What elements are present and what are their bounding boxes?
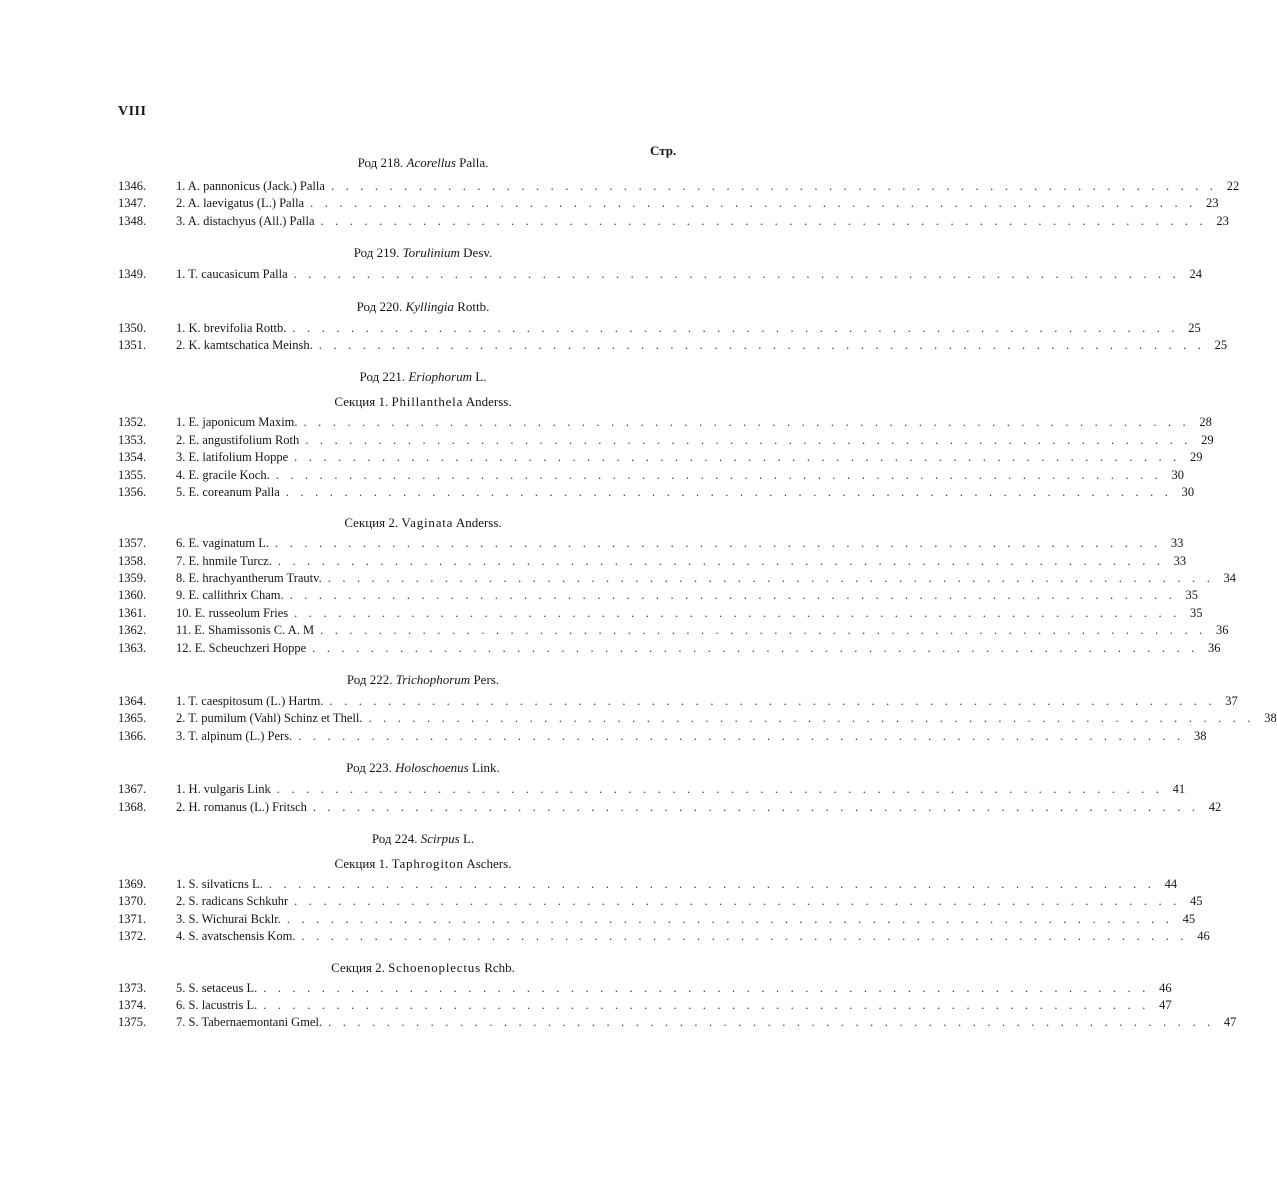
- entry-species: 1. T. caespitosum (L.) Hartm.: [176, 694, 324, 709]
- section-author: Anderss.: [465, 394, 512, 410]
- genus-name: Acorellus: [406, 155, 456, 170]
- dot-leader: . . . . . . . . . . . . . . . . . . . . . . . . . . . . . . . . . . . . . . . . . . . . . . . . . . . . . . . . . . . . .: [293, 267, 1180, 282]
- section-prefix: Секция 2.: [344, 515, 399, 531]
- entry-species: 2. S. radicans Schkuhr: [176, 894, 289, 909]
- entry-number: 1365.: [118, 711, 147, 726]
- toc-entry: [118, 605, 1203, 622]
- genus-heading: [118, 364, 688, 390]
- entry-number: 1369.: [118, 876, 147, 891]
- toc-entry: [118, 710, 1277, 727]
- genus-author: Pers.: [473, 672, 500, 688]
- dot-leader: . . . . . . . . . . . . . . . . . . . . . . . . . . . . . . . . . . . . . . . . . . . . . . . . . . . . . . . . . . . . .: [276, 782, 1164, 797]
- genus-name: Holoschoenus: [395, 760, 469, 776]
- entry-page: 38: [1264, 711, 1277, 726]
- genus-prefix: Род 222.: [346, 672, 393, 688]
- entry-species: 1. E. japonicum Maxim.: [176, 415, 298, 430]
- toc-entry: [118, 195, 1219, 212]
- dot-leader: . . . . . . . . . . . . . . . . . . . . . . . . . . . . . . . . . . . . . . . . . . . . . . . . . . . . . . . . . . . . .: [368, 711, 1255, 726]
- toc-entry: [118, 213, 1229, 230]
- entry-page: 42: [1208, 799, 1222, 814]
- genus-name: Eriophorum: [408, 369, 472, 385]
- entry-list: [118, 693, 1277, 745]
- genus-prefix: Род 220.: [356, 298, 403, 314]
- section-name: Schoenoplectus: [388, 959, 481, 975]
- entry-page: 30: [1181, 484, 1195, 499]
- genus-author: Palla.: [459, 155, 489, 170]
- entry-page: 35: [1189, 605, 1203, 620]
- entry-species: 10. E. russeolum Fries: [176, 605, 289, 620]
- entry-page: 22: [1226, 179, 1240, 193]
- toc-entry: [118, 728, 1207, 745]
- dot-leader: . . . . . . . . . . . . . . . . . . . . . . . . . . . . . . . . . . . . . . . . . . . . . . . . . . . . . . . . . . . . .: [305, 432, 1192, 447]
- dot-leader: . . . . . . . . . . . . . . . . . . . . . . . . . . . . . . . . . . . . . . . . . . . . . . . . . . . . . . . . . . . . .: [263, 980, 1150, 995]
- section-author: Anderss.: [455, 515, 502, 531]
- entry-species: 3. S. Wichurai Bcklr.: [176, 911, 281, 926]
- dot-leader: . . . . . . . . . . . . . . . . . . . . . . . . . . . . . . . . . . . . . . . . . . . . . . . . . . . . . . . . . . . . .: [286, 911, 1174, 926]
- genus-heading: [118, 826, 688, 852]
- entry-page: 45: [1189, 894, 1203, 909]
- entry-species: 9. E. callithrix Cham.: [176, 588, 284, 603]
- dot-leader: . . . . . . . . . . . . . . . . . . . . . . . . . . . . . . . . . . . . . . . . . . . . . . . . . . . . . . . . . . . . .: [268, 876, 1156, 891]
- entry-number: 1359.: [118, 571, 147, 586]
- entry-page: 44: [1164, 876, 1178, 891]
- entry-number: 1355.: [118, 467, 147, 482]
- entry-species: 6. E. vaginatum L.: [176, 536, 270, 551]
- dot-leader: . . . . . . . . . . . . . . . . . . . . . . . . . . . . . . . . . . . . . . . . . . . . . . . . . . . . . . . . . . . . .: [285, 484, 1173, 499]
- dot-leader: . . . . . . . . . . . . . . . . . . . . . . . . . . . . . . . . . . . . . . . . . . . . . . . . . . . . . . . . . . . . .: [263, 997, 1150, 1012]
- entry-page: 30: [1171, 467, 1185, 482]
- toc-entry: [118, 640, 1221, 657]
- section-name: Taphrogiton: [391, 855, 464, 871]
- section-prefix: Секция 2.: [331, 959, 385, 975]
- entry-number: 1363.: [118, 640, 147, 655]
- toc-entry: [118, 570, 1237, 587]
- entry-species: 7. S. Tabernaemontani Gmel.: [176, 1015, 323, 1030]
- dot-leader: . . . . . . . . . . . . . . . . . . . . . . . . . . . . . . . . . . . . . . . . . . . . . . . . . . . . . . . . . . . . .: [328, 1015, 1215, 1030]
- entry-species: 1. A. pannonicus (Jack.) Palla: [176, 179, 325, 193]
- toc-entry: [118, 337, 1228, 354]
- dot-leader: . . . . . . . . . . . . . . . . . . . . . . . . . . . . . . . . . . . . . . . . . . . . . . . . . . . . . . . . . . . . .: [330, 179, 1218, 193]
- entry-page: 24: [1189, 267, 1202, 282]
- entry-species: 1. K. brevifolia Rottb.: [176, 320, 287, 335]
- toc-entry: [118, 622, 1229, 639]
- section-author: Rchb.: [484, 959, 515, 975]
- genus-name: Scirpus: [420, 830, 460, 846]
- entry-list: [118, 535, 1237, 657]
- dot-leader: . . . . . . . . . . . . . . . . . . . . . . . . . . . . . . . . . . . . . . . . . . . . . . . . . . . . . . . . . . . . .: [301, 929, 1188, 944]
- entry-species: 2. H. romanus (L.) Fritsch: [176, 799, 307, 814]
- toc-entry: [118, 980, 1172, 997]
- entry-number: 1346.: [118, 179, 147, 193]
- entry-page: 34: [1223, 571, 1237, 586]
- entry-number: 1348.: [118, 213, 147, 228]
- entry-list: [118, 414, 1214, 501]
- genus-heading: [118, 294, 688, 320]
- page-number: VIII: [118, 104, 147, 119]
- dot-leader: . . . . . . . . . . . . . . . . . . . . . . . . . . . . . . . . . . . . . . . . . . . . . . . . . . . . . . . . . . . . .: [275, 467, 1163, 482]
- section-heading: [118, 390, 688, 414]
- entry-page: 25: [1214, 337, 1228, 352]
- table-of-contents: [118, 150, 1277, 1042]
- entry-page: 36: [1208, 640, 1221, 655]
- entry-species: 5. E. coreanum Palla: [176, 484, 280, 499]
- section-heading: [118, 511, 688, 535]
- dot-leader: . . . . . . . . . . . . . . . . . . . . . . . . . . . . . . . . . . . . . . . . . . . . . . . . . . . . . . . . . . . . .: [320, 213, 1207, 228]
- toc-entry: [118, 911, 1196, 928]
- entry-species: 8. E. hrachyantherum Trautv.: [176, 571, 322, 586]
- entry-page: 41: [1172, 782, 1186, 797]
- genus-prefix: Род 219.: [353, 245, 400, 261]
- genus-prefix: Род 221.: [359, 369, 406, 385]
- entry-page: 38: [1194, 728, 1207, 743]
- entry-page: 29: [1201, 432, 1214, 447]
- entry-species: 4. S. avatschensis Kom.: [176, 929, 296, 944]
- genus-heading: [118, 755, 688, 781]
- entry-number: 1356.: [118, 484, 147, 499]
- dot-leader: . . . . . . . . . . . . . . . . . . . . . . . . . . . . . . . . . . . . . . . . . . . . . . . . . . . . . . . . . . . . .: [327, 571, 1215, 586]
- dot-leader: . . . . . . . . . . . . . . . . . . . . . . . . . . . . . . . . . . . . . . . . . . . . . . . . . . . . . . . . . . . . .: [294, 450, 1181, 465]
- toc-entry: [118, 535, 1184, 552]
- entry-species: 2. K. kamtschatica Meinsh.: [176, 337, 313, 352]
- entry-number: 1347.: [118, 196, 147, 211]
- entry-number: 1358.: [118, 553, 147, 568]
- toc-entry: [118, 876, 1178, 893]
- toc-entry: [118, 928, 1210, 945]
- entry-number: 1374.: [118, 997, 147, 1012]
- section-heading: [118, 852, 688, 876]
- entry-list: [118, 320, 1228, 355]
- genus-author: Link.: [472, 760, 500, 776]
- entry-list: [118, 266, 1202, 283]
- genus-author: L.: [475, 369, 487, 385]
- entry-page: 23: [1216, 213, 1229, 228]
- genus-heading: [118, 240, 688, 266]
- toc-entry: [118, 693, 1238, 710]
- entry-list: [118, 980, 1237, 1032]
- entry-species: 3. E. latifolium Hoppe: [176, 450, 289, 465]
- entry-page: 25: [1188, 320, 1201, 335]
- toc-entry: [118, 266, 1202, 283]
- entry-list: [118, 178, 1240, 230]
- genus-prefix: Род 224.: [371, 830, 418, 846]
- dot-leader: . . . . . . . . . . . . . . . . . . . . . . . . . . . . . . . . . . . . . . . . . . . . . . . . . . . . . . . . . . . . .: [294, 894, 1181, 909]
- entry-number: 1375.: [118, 1015, 147, 1030]
- entry-number: 1372.: [118, 929, 147, 944]
- dot-leader: . . . . . . . . . . . . . . . . . . . . . . . . . . . . . . . . . . . . . . . . . . . . . . . . . . . . . . . . . . . . .: [292, 320, 1179, 335]
- entry-page: 35: [1185, 588, 1198, 603]
- entry-number: 1371.: [118, 911, 147, 926]
- genus-heading: [118, 150, 688, 178]
- section-prefix: Секция 1.: [334, 394, 389, 410]
- dot-leader: . . . . . . . . . . . . . . . . . . . . . . . . . . . . . . . . . . . . . . . . . . . . . . . . . . . . . . . . . . . . .: [277, 553, 1165, 568]
- dot-leader: . . . . . . . . . . . . . . . . . . . . . . . . . . . . . . . . . . . . . . . . . . . . . . . . . . . . . . . . . . . . .: [294, 605, 1181, 620]
- entry-number: 1368.: [118, 799, 147, 814]
- entry-number: 1353.: [118, 432, 147, 447]
- dot-leader: . . . . . . . . . . . . . . . . . . . . . . . . . . . . . . . . . . . . . . . . . . . . . . . . . . . . . . . . . . . . .: [298, 728, 1185, 743]
- genus-author: Rottb.: [457, 298, 490, 314]
- toc-entry: [118, 997, 1172, 1014]
- entry-page: 33: [1170, 536, 1184, 551]
- dot-leader: . . . . . . . . . . . . . . . . . . . . . . . . . . . . . . . . . . . . . . . . . . . . . . . . . . . . . . . . . . . . .: [310, 196, 1197, 211]
- genus-author: L.: [462, 830, 475, 846]
- entry-species: 6. S. lacustris L.: [176, 997, 258, 1012]
- entry-number: 1362.: [118, 623, 147, 638]
- entry-page: 28: [1199, 415, 1212, 430]
- entry-number: 1349.: [118, 267, 147, 282]
- genus-prefix: Род 218.: [357, 155, 404, 170]
- entry-number: 1373.: [118, 980, 147, 995]
- entry-page: 45: [1182, 911, 1196, 926]
- toc-entry: [118, 467, 1185, 484]
- entry-list: [118, 876, 1210, 946]
- entry-species: 3. A. distachyus (All.) Palla: [176, 213, 315, 228]
- entry-page: 29: [1189, 450, 1203, 465]
- entry-species: 2. E. angustifolium Roth: [176, 432, 300, 447]
- entry-page: 23: [1205, 196, 1219, 211]
- entry-number: 1351.: [118, 337, 147, 352]
- toc-entry: [118, 781, 1186, 798]
- toc-entry: [118, 893, 1203, 910]
- toc-entry: [118, 449, 1203, 466]
- toc-entry: [118, 178, 1240, 195]
- entry-number: 1370.: [118, 894, 147, 909]
- toc-entry: [118, 484, 1195, 501]
- dot-leader: . . . . . . . . . . . . . . . . . . . . . . . . . . . . . . . . . . . . . . . . . . . . . . . . . . . . . . . . . . . . .: [289, 588, 1176, 603]
- page-column-header: Стр.: [650, 143, 677, 158]
- section-name: Vaginata: [401, 515, 454, 531]
- genus-name: Torulinium: [402, 245, 460, 261]
- entry-species: 7. E. hnmile Turcz.: [176, 553, 272, 568]
- dot-leader: . . . . . . . . . . . . . . . . . . . . . . . . . . . . . . . . . . . . . . . . . . . . . . . . . . . . . . . . . . . . .: [318, 337, 1206, 352]
- section-heading: [118, 956, 688, 980]
- entry-page: 33: [1173, 553, 1187, 568]
- toc-entry: [118, 1014, 1237, 1031]
- toc-entry: [118, 320, 1201, 337]
- entry-page: 46: [1197, 929, 1210, 944]
- entry-species: 5. S. setaceus L.: [176, 980, 258, 995]
- entry-number: 1367.: [118, 782, 147, 797]
- toc-entry: [118, 553, 1187, 570]
- toc-entry: [118, 799, 1222, 816]
- entry-number: 1364.: [118, 694, 147, 709]
- section-author: Aschers.: [466, 855, 512, 871]
- toc-entry: [118, 414, 1212, 431]
- genus-name: Trichophorum: [395, 672, 471, 688]
- entry-species: 2. A. laevigatus (L.) Palla: [176, 196, 305, 211]
- dot-leader: . . . . . . . . . . . . . . . . . . . . . . . . . . . . . . . . . . . . . . . . . . . . . . . . . . . . . . . . . . . . .: [275, 536, 1162, 551]
- entry-species: 2. T. pumilum (Vahl) Schinz et Thell.: [176, 711, 363, 726]
- entry-number: 1352.: [118, 415, 147, 430]
- section-name: Phillanthela: [391, 394, 464, 410]
- entry-species: 11. E. Shamissonis C. A. M: [176, 623, 315, 638]
- entry-species: 1. T. caucasicum Palla: [176, 267, 288, 282]
- entry-list: [118, 781, 1222, 816]
- entry-number: 1360.: [118, 588, 147, 603]
- section-prefix: Секция 1.: [334, 855, 389, 871]
- entry-page: 46: [1159, 980, 1172, 995]
- toc-entry: [118, 432, 1214, 449]
- entry-page: 47: [1223, 1015, 1237, 1030]
- toc-entry: [118, 587, 1198, 604]
- entry-number: 1350.: [118, 320, 147, 335]
- entry-species: 3. T. alpinum (L.) Pers.: [176, 728, 293, 743]
- entry-species: 1. S. silvaticns L.: [176, 876, 263, 891]
- dot-leader: . . . . . . . . . . . . . . . . . . . . . . . . . . . . . . . . . . . . . . . . . . . . . . . . . . . . . . . . . . . . .: [312, 640, 1199, 655]
- dot-leader: . . . . . . . . . . . . . . . . . . . . . . . . . . . . . . . . . . . . . . . . . . . . . . . . . . . . . . . . . . . . .: [320, 623, 1207, 638]
- entry-page: 36: [1215, 623, 1229, 638]
- entry-number: 1357.: [118, 536, 147, 551]
- genus-author: Desv.: [463, 245, 493, 261]
- entry-species: 1. H. vulgaris Link: [176, 782, 271, 797]
- entry-page: 37: [1225, 694, 1238, 709]
- entry-number: 1354.: [118, 450, 147, 465]
- dot-leader: . . . . . . . . . . . . . . . . . . . . . . . . . . . . . . . . . . . . . . . . . . . . . . . . . . . . . . . . . . . . .: [312, 799, 1200, 814]
- genus-heading: [118, 667, 688, 693]
- genus-name: Kyllingia: [405, 298, 454, 314]
- dot-leader: . . . . . . . . . . . . . . . . . . . . . . . . . . . . . . . . . . . . . . . . . . . . . . . . . . . . . . . . . . . . .: [329, 694, 1216, 709]
- entry-species: 4. E. gracile Koch.: [176, 467, 270, 482]
- genus-prefix: Род 223.: [346, 760, 392, 776]
- entry-species: 12. E. Scheuchzeri Hoppe: [176, 640, 307, 655]
- entry-page: 47: [1159, 997, 1172, 1012]
- entry-number: 1366.: [118, 728, 147, 743]
- entry-number: 1361.: [118, 605, 147, 620]
- dot-leader: . . . . . . . . . . . . . . . . . . . . . . . . . . . . . . . . . . . . . . . . . . . . . . . . . . . . . . . . . . . . .: [303, 415, 1190, 430]
